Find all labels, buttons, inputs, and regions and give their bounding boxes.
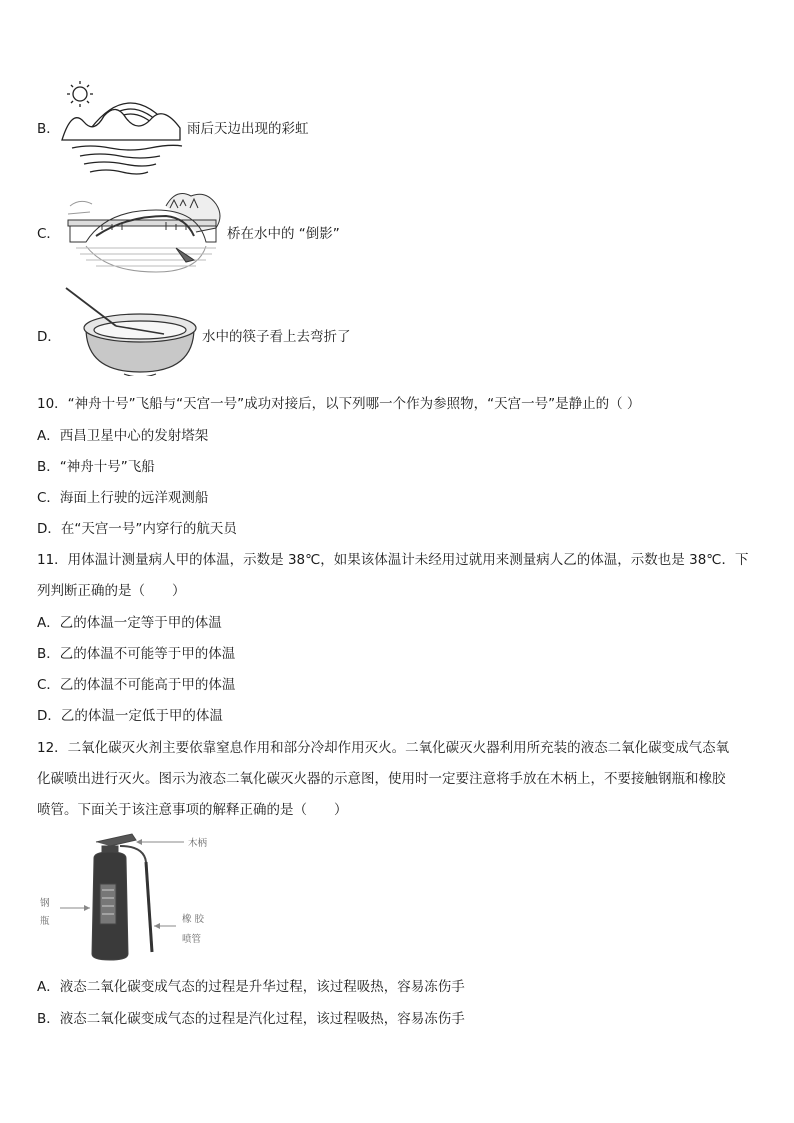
question-12-stem-line2: 化碳喷出进行灭火。图示为液态二氧化碳灭火器的示意图，使用时一定要注意将手放在木柄上，不要接触钢瓶和橡胶	[37, 771, 726, 787]
label-bottle-1: 钢	[40, 898, 50, 909]
option-c-letter: C．	[37, 226, 60, 242]
question-12-option-b: B．液态二氧化碳变成气态的过程是汽化过程，该过程吸热，容易冻伤手	[37, 1011, 465, 1027]
question-11-option-d: D．乙的体温一定低于甲的体温	[37, 708, 223, 724]
question-10-stem: 10．“神舟十号”飞船与“天宫一号”成功对接后，以下列哪一个作为参照物，“天宫一号”是静止的（ ）	[37, 396, 641, 412]
option-c-caption: 桥在水中的 “倒影”	[227, 226, 340, 242]
option-d-letter: D．	[37, 329, 61, 345]
option-b-letter: B．	[37, 121, 60, 137]
question-10-option-c: C．海面上行驶的远洋观测船	[37, 490, 209, 506]
question-11-stem-line1: 11．用体温计测量病人甲的体温，示数是 38℃，如果该体温计未经用过就用来测量病人乙的体温，示数也是 38℃．下	[37, 552, 749, 568]
label-hose-2: 喷管	[182, 934, 202, 945]
question-10-option-d: D．在“天宫一号”内穿行的航天员	[37, 521, 237, 537]
question-12-stem-line3: 喷管。下面关于该注意事项的解释正确的是（ ）	[37, 802, 348, 818]
bridge-reflection-icon	[66, 186, 224, 276]
question-11-stem-line2: 列判断正确的是（ ）	[37, 583, 186, 599]
label-bottle-2: 瓶	[40, 916, 50, 927]
question-11-option-b: B．乙的体温不可能等于甲的体温	[37, 646, 236, 662]
label-handle: 木柄	[188, 838, 208, 849]
question-12-option-a: A．液态二氧化碳变成气态的过程是升华过程，该过程吸热，容易冻伤手	[37, 979, 465, 995]
question-11-option-a: A．乙的体温一定等于甲的体温	[37, 615, 222, 631]
rainbow-icon	[60, 78, 184, 178]
option-d-caption: 水中的筷子看上去弯折了	[202, 329, 351, 345]
fire-extinguisher-figure	[36, 832, 246, 968]
label-hose-1: 橡 胶	[182, 914, 205, 925]
option-b-caption: 雨后天边出现的彩虹	[187, 121, 309, 137]
question-10-option-a: A．西昌卫星中心的发射塔架	[37, 428, 209, 444]
chopstick-bowl-icon	[64, 286, 202, 376]
question-11-option-c: C．乙的体温不可能高于甲的体温	[37, 677, 236, 693]
question-12-stem-line1: 12．二氧化碳灭火剂主要依靠窒息作用和部分冷却作用灭火。二氧化碳灭火器利用所充装的液态二氧化碳变成气态氧	[37, 740, 730, 756]
question-10-option-b: B．“神舟十号”飞船	[37, 459, 155, 475]
